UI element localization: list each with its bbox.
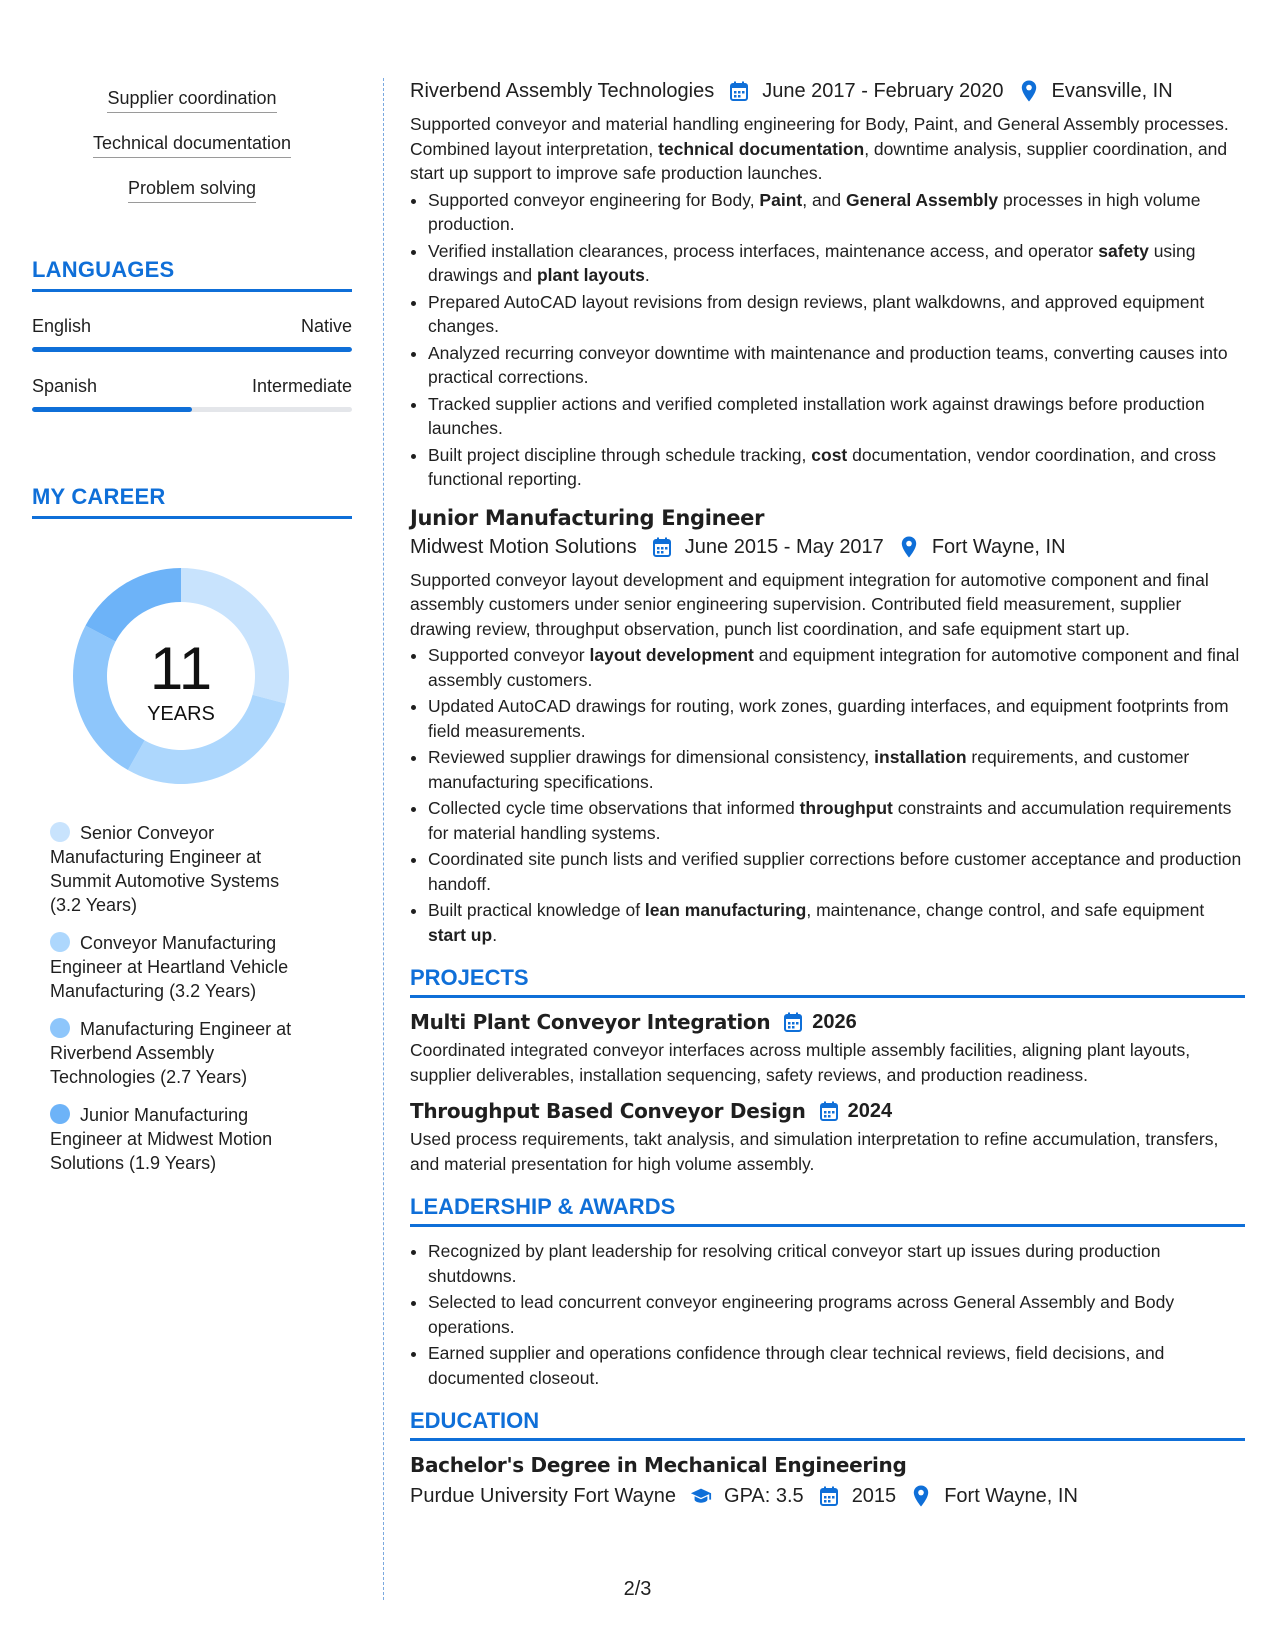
bullet-item: • Updated AutoCAD drawings for routing, work zones, guarding interfaces, and equipment footprints from field measurements. bbox=[428, 694, 1245, 743]
bullet-item: • Coordinated site punch lists and verified supplier corrections before customer acceptance and production handoff. bbox=[428, 847, 1245, 896]
legend-dot bbox=[50, 932, 70, 952]
job-title: Junior Manufacturing Engineer bbox=[410, 505, 765, 530]
job-dates: June 2017 - February 2020 bbox=[762, 80, 1004, 102]
award-item: • Recognized by plant leadership for resolving critical conveyor start up issues during production shutdowns. bbox=[428, 1239, 1245, 1288]
project-name: Throughput Based Conveyor Design bbox=[410, 1099, 806, 1123]
map-pin-icon bbox=[1018, 80, 1040, 102]
education-section bbox=[410, 1408, 1245, 1509]
career-total-years: 11 bbox=[149, 635, 213, 702]
job-dates: June 2015 - May 2017 bbox=[684, 535, 884, 558]
map-pin-icon bbox=[910, 1485, 932, 1507]
project-description: Used process requirements, takt analysis, and simulation interpretation to refine accumulation, transfers, and material presentation for high volume assembly. bbox=[410, 1129, 1219, 1174]
right-column bbox=[410, 78, 1245, 1517]
career-title: MY CAREER bbox=[32, 484, 352, 519]
bullet-item: • Collected cycle time observations that informed throughput constraints and accumulation requirements for material handling systems. bbox=[428, 796, 1245, 845]
career-legend-label: Junior Manufacturing Engineer at Midwest Motion Solutions (1.9 Years) bbox=[50, 1105, 273, 1173]
projects-title: PROJECTS bbox=[410, 965, 1245, 998]
project-item bbox=[410, 1010, 1245, 1087]
language-name: English bbox=[32, 316, 92, 336]
calendar-icon bbox=[818, 1485, 840, 1507]
bullet-item: • Prepared AutoCAD layout revisions from design reviews, plant walkdowns, and approved equipment changes. bbox=[428, 290, 1245, 339]
bullet-item: • Verified installation clearances, process interfaces, maintenance access, and operator safety using drawings and plant layouts. bbox=[428, 239, 1245, 288]
skill-item: Technical documentation bbox=[93, 131, 291, 158]
bullet-item: • Built practical knowledge of lean manufacturing, maintenance, change control, and safe equipment start up. bbox=[428, 898, 1245, 947]
award-item: • Earned supplier and operations confidence through clear technical reviews, field decisions, and documented closeout. bbox=[428, 1341, 1245, 1390]
job-summary: Supported conveyor layout development and equipment integration for automotive component and final assembly customers under senior engineering supervision. Contributed field measurement, supplier drawing review, throughput observation, punch list coordination, and safe equipment start up. bbox=[410, 569, 1209, 639]
projects-section bbox=[410, 965, 1245, 1176]
legend-dot bbox=[50, 1018, 70, 1038]
job-location: Fort Wayne, IN bbox=[931, 535, 1066, 558]
awards-list bbox=[410, 1239, 1245, 1390]
legend-dot bbox=[50, 1104, 70, 1124]
language-name: Spanish bbox=[32, 376, 98, 396]
gpa: GPA: 3.5 bbox=[724, 1485, 804, 1507]
languages-title: LANGUAGES bbox=[32, 257, 352, 292]
career-legend-item bbox=[50, 931, 315, 1003]
language-level-bar bbox=[32, 407, 352, 412]
bullet-item: • Reviewed supplier drawings for dimensional consistency, installation requirements, and customer manufacturing specifications. bbox=[428, 745, 1245, 794]
education-meta bbox=[410, 1483, 1245, 1509]
calendar-icon bbox=[818, 1100, 840, 1122]
skill-item: Problem solving bbox=[128, 176, 256, 203]
skill-item: Supplier coordination bbox=[107, 86, 276, 113]
map-pin-icon bbox=[898, 536, 920, 558]
company-name: Midwest Motion Solutions bbox=[410, 535, 637, 558]
left-column bbox=[32, 78, 352, 1189]
language-level: Intermediate bbox=[251, 376, 352, 396]
career-legend-item bbox=[50, 1103, 315, 1175]
calendar-icon bbox=[782, 1011, 804, 1033]
company-name: Riverbend Assembly Technologies bbox=[410, 80, 715, 102]
languages-section bbox=[32, 257, 352, 412]
graduation-cap-icon bbox=[690, 1485, 712, 1507]
degree-name: Bachelor's Degree in Mechanical Engineering bbox=[410, 1453, 907, 1477]
school-name: Purdue University Fort Wayne bbox=[410, 1485, 677, 1507]
job-bullets bbox=[410, 643, 1245, 947]
project-name: Multi Plant Conveyor Integration bbox=[410, 1010, 771, 1034]
skills-list bbox=[32, 78, 352, 221]
calendar-icon bbox=[728, 80, 750, 102]
job-location: Evansville, IN bbox=[1051, 80, 1173, 102]
project-year: 2024 bbox=[847, 1099, 893, 1122]
language-item bbox=[32, 376, 352, 412]
job-meta bbox=[410, 534, 1245, 560]
career-legend-item bbox=[50, 1017, 315, 1089]
career-section bbox=[32, 484, 352, 1175]
experience-entry bbox=[410, 78, 1245, 492]
legend-dot bbox=[50, 822, 70, 842]
column-divider bbox=[383, 78, 384, 1600]
calendar-icon bbox=[651, 536, 673, 558]
career-donut-chart bbox=[66, 561, 296, 791]
award-item: • Selected to lead concurrent conveyor engineering programs across General Assembly and Body operations. bbox=[428, 1290, 1245, 1339]
job-meta bbox=[410, 78, 1245, 104]
bullet-item: • Built project discipline through schedule tracking, cost documentation, vendor coordination, and cross functional reporting. bbox=[428, 443, 1245, 492]
language-level: Native bbox=[300, 316, 352, 336]
bullet-item: • Tracked supplier actions and verified completed installation work against drawings before production launches. bbox=[428, 392, 1245, 441]
bullet-item: • Supported conveyor engineering for Body, Paint, and General Assembly processes in high volume production. bbox=[428, 188, 1245, 237]
career-legend-label: Senior Conveyor Manufacturing Engineer at Summit Automotive Systems (3.2 Years) bbox=[50, 823, 280, 915]
language-item bbox=[32, 316, 352, 352]
language-level-fill bbox=[32, 407, 192, 412]
graduation-year: 2015 bbox=[851, 1485, 897, 1507]
school-location: Fort Wayne, IN bbox=[944, 1485, 1078, 1507]
career-legend bbox=[32, 821, 352, 1175]
job-bullets bbox=[410, 188, 1245, 492]
bullet-item: • Supported conveyor layout development and equipment integration for automotive component and final assembly customers. bbox=[428, 643, 1245, 692]
language-level-fill bbox=[32, 347, 352, 352]
project-item bbox=[410, 1099, 1245, 1176]
project-year: 2026 bbox=[812, 1010, 857, 1033]
job-summary: Supported conveyor and material handling engineering for Body, Paint, and General Assembly processes. Combined layout interpretation, technical documentation, downtime analysis, supplier coordination, and start up support to improve safe production launches. bbox=[410, 114, 1229, 183]
career-legend-item bbox=[50, 821, 315, 917]
career-total-unit: YEARS bbox=[147, 703, 215, 725]
language-level-bar bbox=[32, 347, 352, 352]
bullet-item: • Analyzed recurring conveyor downtime with maintenance and production teams, converting causes into practical corrections. bbox=[428, 341, 1245, 390]
awards-title: LEADERSHIP & AWARDS bbox=[410, 1194, 1245, 1227]
page-number: 2/3 bbox=[623, 1578, 652, 1600]
awards-section bbox=[410, 1194, 1245, 1390]
experience-entry bbox=[410, 506, 1245, 948]
career-legend-label: Manufacturing Engineer at Riverbend Assembly Technologies (2.7 Years) bbox=[50, 1019, 292, 1087]
education-title: EDUCATION bbox=[410, 1408, 1245, 1441]
career-legend-label: Conveyor Manufacturing Engineer at Heartland Vehicle Manufacturing (3.2 Years) bbox=[50, 933, 289, 1001]
project-description: Coordinated integrated conveyor interfaces across multiple assembly facilities, aligning plant layouts, supplier deliverables, installation sequencing, safety reviews, and production readiness. bbox=[410, 1040, 1191, 1085]
